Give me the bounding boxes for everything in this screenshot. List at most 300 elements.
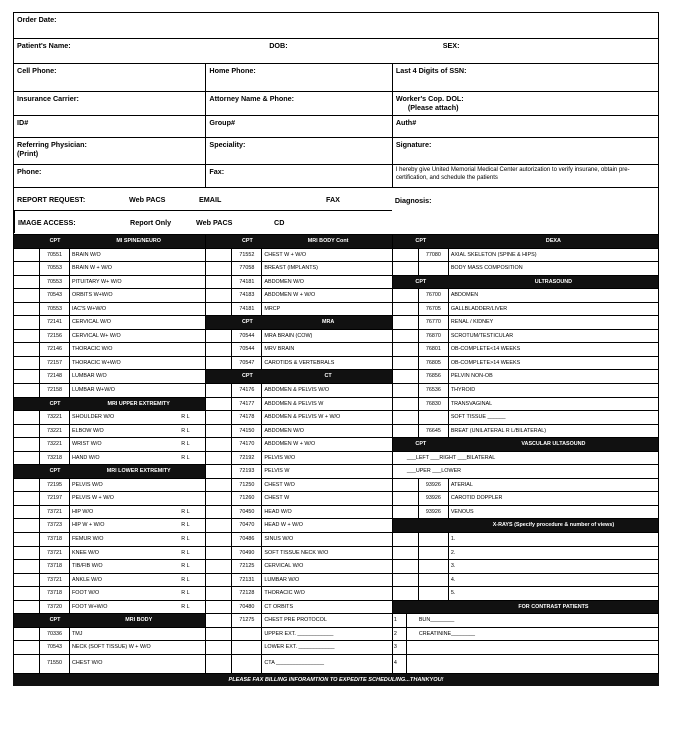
procedure-checkbox[interactable] (14, 357, 40, 370)
procedure-row (14, 601, 205, 615)
procedure-checkbox[interactable] (14, 370, 40, 383)
cpt-code: 70544 (232, 343, 262, 356)
procedure-checkbox[interactable] (206, 276, 232, 289)
procedure-row (14, 492, 205, 506)
procedure-checkbox[interactable] (206, 614, 232, 627)
procedure-checkbox[interactable] (393, 343, 419, 356)
procedure-name: OB-COMPLETE>14 WEEKS (450, 359, 521, 366)
order-date-row (13, 12, 659, 39)
procedure-row (206, 465, 391, 479)
authorization-text: I hereby give United Memorial Medical Center autorization to verify insurane, obtain pre-certification, and schedule the patients (392, 165, 658, 187)
procedure-name: NECK (SOFT TISSUE) W + W/O (72, 644, 151, 651)
lab-value-field[interactable] (407, 641, 658, 654)
ssn-field[interactable]: Last 4 Digits of SSN: (392, 64, 658, 91)
side-selector[interactable]: R L (181, 508, 190, 515)
procedure-checkbox[interactable] (206, 519, 232, 532)
side-selector[interactable]: R L (181, 549, 190, 556)
option-text[interactable]: ___UPER ___LOWER (406, 468, 462, 475)
cell-phone-field[interactable]: Cell Phone: (17, 66, 57, 75)
cpt-code (232, 628, 262, 641)
procedure-checkbox[interactable] (393, 384, 419, 397)
procedure-name: PELVIS W + W/O (72, 495, 114, 502)
cpt-code: 76870 (419, 330, 449, 343)
procedure-name: HEAD W + W/O (264, 522, 303, 529)
group-field[interactable]: Group# (205, 116, 391, 137)
procedure-name: BODY MASS COMPOSITION (450, 265, 523, 272)
section-title: DEXA (545, 238, 561, 244)
procedure-row (206, 384, 391, 398)
id-field[interactable]: ID# (17, 118, 29, 127)
procedure-row (393, 574, 658, 588)
cpt-code (419, 533, 449, 546)
side-selector[interactable]: R L (181, 522, 190, 529)
procedure-row (206, 601, 391, 615)
procedure-checkbox[interactable] (14, 479, 40, 492)
procedure-checkbox[interactable] (14, 384, 40, 397)
procedure-row (206, 533, 391, 547)
procedure-checkbox[interactable] (14, 249, 40, 262)
side-selector[interactable]: R L (181, 454, 190, 461)
procedure-checkbox[interactable] (206, 655, 232, 673)
procedure-checkbox[interactable] (393, 506, 419, 519)
procedure-checkbox[interactable] (393, 370, 419, 383)
workers-comp-field[interactable]: Worker's Cop. DOL: (Please attach) (392, 92, 658, 115)
procedure-name: 1. (450, 536, 456, 543)
lab-value-field[interactable]: CREATININE________ (418, 630, 476, 637)
procedure-row (206, 574, 391, 588)
procedure-name: MRV BRAIN (264, 346, 295, 353)
row-number: 3 (393, 641, 407, 654)
cpt-header: CPT (415, 441, 427, 448)
procedure-name: HIP W + W/O (72, 522, 105, 529)
procedure-name: CAROTID DOPPLER (450, 495, 503, 502)
procedure-row (14, 262, 205, 276)
procedure-name: BRAIN W + W/O (72, 265, 112, 272)
procedure-checkbox[interactable] (14, 492, 40, 505)
procedure-checkbox[interactable] (206, 343, 232, 356)
referring-physician-field[interactable]: Referring Physician: (Print) (17, 140, 87, 158)
procedure-checkbox[interactable] (206, 357, 232, 370)
cpt-code: 70480 (232, 601, 262, 614)
section-header (393, 519, 658, 533)
procedure-row (14, 289, 205, 303)
cd-option[interactable]: CD (274, 217, 285, 227)
lab-value-field[interactable] (407, 655, 658, 673)
cpt-header: CPT (242, 319, 253, 326)
procedure-checkbox[interactable] (14, 316, 40, 329)
report-fax-option[interactable]: FAX (326, 194, 340, 204)
report-only-option[interactable]: Report Only (130, 217, 172, 227)
image-web-pacs-option[interactable]: Web PACS (196, 217, 233, 227)
cpt-code: 70486 (232, 533, 262, 546)
procedure-name: TIB/FIB W/O (72, 563, 103, 570)
procedure-checkbox[interactable] (206, 438, 232, 451)
procedure-row (206, 547, 391, 561)
procedure-name: ELBOW W/O (72, 427, 104, 434)
phone-row (13, 64, 659, 92)
cpt-code: 71275 (232, 614, 262, 627)
procedure-checkbox[interactable] (14, 519, 40, 532)
procedure-checkbox[interactable] (14, 641, 40, 654)
cpt-code: 73721 (40, 574, 70, 587)
procedure-checkbox[interactable] (206, 262, 232, 275)
specialty-field[interactable]: Speciality: (205, 138, 391, 164)
procedure-row (14, 655, 205, 673)
cpt-code: 73718 (40, 533, 70, 546)
section-title: MRI UPPER EXTREMITY (107, 400, 170, 407)
procedure-row (393, 547, 658, 561)
procedure-name: FOOT W/O (72, 590, 100, 597)
procedure-name: SINUS W/O (264, 536, 294, 543)
cpt-code: 70551 (40, 249, 70, 262)
footer-note: PLEASE FAX BILLING INFORAMTION TO EXPEDITE SCHEDULING...THANKYOU! (13, 674, 659, 686)
cpt-code (419, 574, 449, 587)
order-date-field[interactable]: Order Date: (17, 15, 57, 24)
procedure-checkbox[interactable] (14, 601, 40, 614)
procedure-name: WRIST W/O (72, 441, 102, 448)
cpt-header: CPT (415, 278, 427, 285)
section-header (393, 235, 658, 249)
section-header (206, 235, 391, 249)
procedure-row (14, 641, 205, 655)
procedure-checkbox[interactable] (393, 316, 419, 329)
report-email-option[interactable]: EMAIL (199, 194, 222, 204)
cpt-code: 72156 (40, 330, 70, 343)
procedure-row (393, 370, 658, 384)
procedure-row (14, 479, 205, 493)
cpt-code (419, 411, 449, 424)
procedure-name: SOFT TISSUE NECK W/O (264, 549, 329, 556)
procedure-name: 2. (450, 549, 456, 556)
procedure-name: THORACIC W+W/O (72, 359, 121, 366)
procedure-checkbox[interactable] (206, 465, 232, 478)
procedure-row (206, 587, 391, 601)
procedure-row (206, 438, 391, 452)
procedure-checkbox[interactable] (14, 533, 40, 546)
procedure-name: RENAL / KIDNEY (450, 319, 494, 326)
procedure-checkbox[interactable] (393, 425, 419, 438)
procedure-name: LUMBAR W+W/O (72, 387, 115, 394)
insurance-field[interactable]: Insurance Carrier: (17, 94, 79, 103)
side-selector[interactable]: R L (181, 603, 190, 610)
procedures-column-2 (205, 235, 391, 673)
cpt-code: 74181 (232, 303, 262, 316)
attorney-field[interactable]: Attorney Name & Phone: (205, 92, 391, 115)
procedure-name: ABDOMEN W + W/O (264, 441, 316, 448)
procedure-checkbox[interactable] (14, 289, 40, 302)
procedure-checkbox[interactable] (14, 574, 40, 587)
cpt-header: CPT (49, 468, 61, 475)
section-header (393, 276, 658, 290)
procedure-checkbox[interactable] (206, 533, 232, 546)
cpt-code: 93926 (419, 492, 449, 505)
fax-field[interactable]: Fax: (205, 165, 391, 187)
dob-field[interactable]: DOB: (269, 41, 288, 50)
section-title: VASCULAR ULTASOUND (521, 441, 586, 448)
insurance-row (13, 92, 659, 116)
cpt-code: 70543 (40, 641, 70, 654)
row-number: 1 (393, 614, 407, 627)
procedure-name: CAROTIDS & VERTEBRALS (264, 359, 335, 366)
procedure-name: HIP W/O (72, 508, 94, 515)
procedure-checkbox[interactable] (14, 276, 40, 289)
cpt-code: 76705 (419, 303, 449, 316)
cpt-code: 72128 (232, 587, 262, 600)
procedure-row (206, 628, 391, 642)
procedure-name: OB-COMPLETE<14 WEEKS (450, 346, 521, 353)
procedure-name: ABDOMEN & PELVIS W/O (264, 387, 330, 394)
procedure-checkbox[interactable] (393, 289, 419, 302)
procedure-name: ANKLE W/O (72, 576, 102, 583)
side-selector[interactable]: R L (181, 563, 190, 570)
procedures-column-3 (392, 235, 658, 673)
cpt-code (232, 641, 262, 654)
procedure-checkbox[interactable] (206, 492, 232, 505)
procedure-checkbox[interactable] (14, 411, 40, 424)
row-number: 2 (393, 628, 407, 641)
procedure-row (393, 479, 658, 493)
cpt-code: 76536 (419, 384, 449, 397)
cpt-header: CPT (49, 238, 61, 244)
procedure-checkbox[interactable] (206, 560, 232, 573)
cpt-code: 74183 (232, 289, 262, 302)
row-number: 4 (393, 655, 407, 673)
procedure-checkbox[interactable] (206, 587, 232, 600)
procedure-row (206, 303, 391, 317)
cpt-code: 76700 (419, 289, 449, 302)
side-selector[interactable]: R L (181, 427, 190, 434)
procedure-checkbox[interactable] (14, 425, 40, 438)
procedure-row (14, 384, 205, 398)
procedure-row (393, 357, 658, 371)
procedure-row (393, 492, 658, 506)
cpt-header: CPT (242, 373, 253, 380)
procedure-name: CTA ________________ (264, 659, 324, 666)
cpt-code (232, 655, 262, 673)
procedure-name: CHEST W/O (264, 481, 295, 488)
procedure-row (393, 316, 658, 330)
procedure-checkbox[interactable] (14, 303, 40, 316)
procedure-checkbox[interactable] (206, 384, 232, 397)
procedure-checkbox[interactable] (14, 547, 40, 560)
procedure-row (14, 560, 205, 574)
cpt-code: 70547 (232, 357, 262, 370)
procedure-row (206, 343, 391, 357)
procedure-checkbox[interactable] (206, 249, 232, 262)
side-selector[interactable]: R L (181, 441, 190, 448)
cpt-code: 73221 (40, 425, 70, 438)
procedure-row (14, 370, 205, 384)
procedure-row (393, 506, 658, 520)
procedure-checkbox[interactable] (14, 587, 40, 600)
cpt-code (419, 547, 449, 560)
procedure-name: SOFT TISSUE ______ (450, 414, 506, 421)
procedure-name: PELVIS W (264, 468, 290, 475)
procedure-checkbox[interactable] (206, 601, 232, 614)
procedure-checkbox[interactable] (14, 452, 40, 465)
procedure-checkbox[interactable] (206, 547, 232, 560)
report-options (14, 188, 392, 234)
procedure-row (206, 519, 391, 533)
cpt-code: 70490 (232, 547, 262, 560)
header-spacer (206, 370, 232, 383)
cpt-header: CPT (242, 238, 253, 244)
procedure-checkbox[interactable] (14, 262, 40, 275)
procedure-checkbox[interactable] (393, 560, 419, 573)
procedure-checkbox[interactable] (393, 262, 419, 275)
cpt-code: 70553 (40, 262, 70, 275)
procedure-checkbox[interactable] (206, 479, 232, 492)
report-row (13, 188, 659, 235)
procedure-row (14, 506, 205, 520)
side-selector[interactable]: R L (181, 414, 190, 421)
option-text[interactable]: ___LEFT ___RIGHT ___BILATERAL (406, 454, 496, 461)
procedure-name: 4. (450, 576, 456, 583)
side-selector[interactable]: R L (181, 576, 190, 583)
auth-field[interactable]: Auth# (392, 116, 658, 137)
procedure-name: ABDOMEN W/O (264, 427, 304, 434)
procedure-row (206, 452, 391, 466)
procedure-checkbox[interactable] (393, 533, 419, 546)
procedure-checkbox[interactable] (14, 560, 40, 573)
procedure-row (14, 330, 205, 344)
procedure-checkbox[interactable] (393, 303, 419, 316)
procedure-checkbox[interactable] (393, 330, 419, 343)
procedure-checkbox[interactable] (206, 330, 232, 343)
procedure-checkbox[interactable] (393, 547, 419, 560)
procedure-row (206, 276, 391, 290)
procedure-checkbox[interactable] (206, 411, 232, 424)
cpt-header (393, 601, 449, 614)
procedure-name: BRAIN W/O (72, 251, 101, 258)
procedure-checkbox[interactable] (14, 343, 40, 356)
procedure-checkbox[interactable] (206, 628, 232, 641)
report-request-line: REPORT REQUEST: Web PACS EMAIL FAX (14, 188, 392, 211)
cpt-code: 70543 (40, 289, 70, 302)
procedure-checkbox[interactable] (14, 330, 40, 343)
procedure-row (393, 262, 658, 276)
procedure-name: GALLBLADDER/LIVER (450, 305, 508, 312)
cpt-code: 74170 (232, 438, 262, 451)
procedure-row (14, 249, 205, 263)
cpt-code: 70450 (232, 506, 262, 519)
lab-value-field[interactable]: BUN________ (418, 617, 455, 624)
cpt-code: 93926 (419, 479, 449, 492)
procedure-name: ABDOMEN & PELVIS W + W/O (264, 414, 341, 421)
sex-field[interactable]: SEX: (442, 41, 460, 50)
side-selector[interactable]: R L (181, 590, 190, 597)
procedure-checkbox[interactable] (206, 641, 232, 654)
imaging-order-form (13, 12, 659, 686)
report-web-pacs-option[interactable]: Web PACS (129, 194, 166, 204)
procedure-checkbox[interactable] (206, 398, 232, 411)
procedure-name: ABDOMEN W/O (264, 278, 304, 285)
header-spacer (206, 316, 232, 329)
procedure-row (206, 492, 391, 506)
id-row (13, 116, 659, 138)
procedure-name: CHEST W + W/O (264, 251, 307, 258)
procedure-checkbox[interactable] (14, 628, 40, 641)
procedure-checkbox[interactable] (393, 398, 419, 411)
cpt-code: 74178 (232, 411, 262, 424)
procedure-row (14, 547, 205, 561)
procedure-checkbox[interactable] (393, 249, 419, 262)
side-selector[interactable]: R L (181, 536, 190, 543)
section-header (14, 235, 205, 249)
procedure-row (206, 479, 391, 493)
signature-field[interactable]: Signature: (392, 138, 658, 164)
procedure-name: PELVIS W/O (72, 481, 103, 488)
procedure-checkbox[interactable] (393, 587, 419, 600)
procedure-checkbox[interactable] (393, 492, 419, 505)
procedure-row (206, 655, 391, 673)
procedure-checkbox[interactable] (206, 289, 232, 302)
cpt-code: 71552 (232, 249, 262, 262)
procedure-checkbox[interactable] (393, 479, 419, 492)
procedure-checkbox[interactable] (393, 357, 419, 370)
diagnosis-field[interactable]: Diagnosis: (394, 196, 432, 205)
procedure-row (14, 519, 205, 533)
cpt-code: 76856 (419, 370, 449, 383)
section-title: MRI BODY Cont (307, 238, 349, 244)
procedure-name: AXIAL SKELETON (SPINE & HIPS) (450, 251, 537, 258)
procedure-name: ABDOMEN W + W/O (264, 292, 316, 299)
cpt-code: 70553 (40, 303, 70, 316)
cpt-code: 72146 (40, 343, 70, 356)
section-header (206, 370, 391, 384)
procedure-checkbox[interactable] (206, 506, 232, 519)
procedure-checkbox[interactable] (393, 411, 419, 424)
procedure-checkbox[interactable] (14, 506, 40, 519)
option-row (393, 465, 658, 479)
cpt-code: 70553 (40, 276, 70, 289)
procedure-name: TRANSVAGINAL (450, 400, 493, 407)
cpt-header: CPT (49, 617, 61, 624)
cpt-code: 74181 (232, 276, 262, 289)
procedure-row (393, 587, 658, 601)
home-phone-field[interactable]: Home Phone: (205, 64, 391, 91)
procedure-checkbox[interactable] (206, 303, 232, 316)
procedure-name: MRA BRAIN (COW) (264, 332, 313, 339)
procedure-checkbox[interactable] (206, 425, 232, 438)
procedure-name: PITUITARY W+ W/O (72, 278, 122, 285)
patient-name-field[interactable]: Patient's Name: (17, 41, 71, 50)
cpt-code: 76830 (419, 398, 449, 411)
cpt-code: 74176 (232, 384, 262, 397)
contact-row (13, 165, 659, 188)
procedure-checkbox[interactable] (393, 574, 419, 587)
cpt-code: 77058 (232, 262, 262, 275)
procedure-name: TMJ (72, 630, 83, 637)
phone-field[interactable]: Phone: (17, 167, 42, 176)
cpt-code: 76805 (419, 357, 449, 370)
procedure-name: THYROID (450, 387, 476, 394)
procedure-checkbox[interactable] (14, 655, 40, 673)
cpt-header: CPT (49, 400, 61, 407)
header-spacer (14, 614, 40, 627)
physician-row (13, 138, 659, 165)
cpt-code: 70470 (232, 519, 262, 532)
procedure-checkbox[interactable] (14, 438, 40, 451)
procedure-row (14, 628, 205, 642)
option-row (393, 452, 658, 466)
procedure-row (393, 289, 658, 303)
cpt-code: 71550 (40, 655, 70, 673)
procedure-checkbox[interactable] (206, 452, 232, 465)
contrast-row (393, 628, 658, 642)
procedure-checkbox[interactable] (206, 574, 232, 587)
cpt-code: 70336 (40, 628, 70, 641)
